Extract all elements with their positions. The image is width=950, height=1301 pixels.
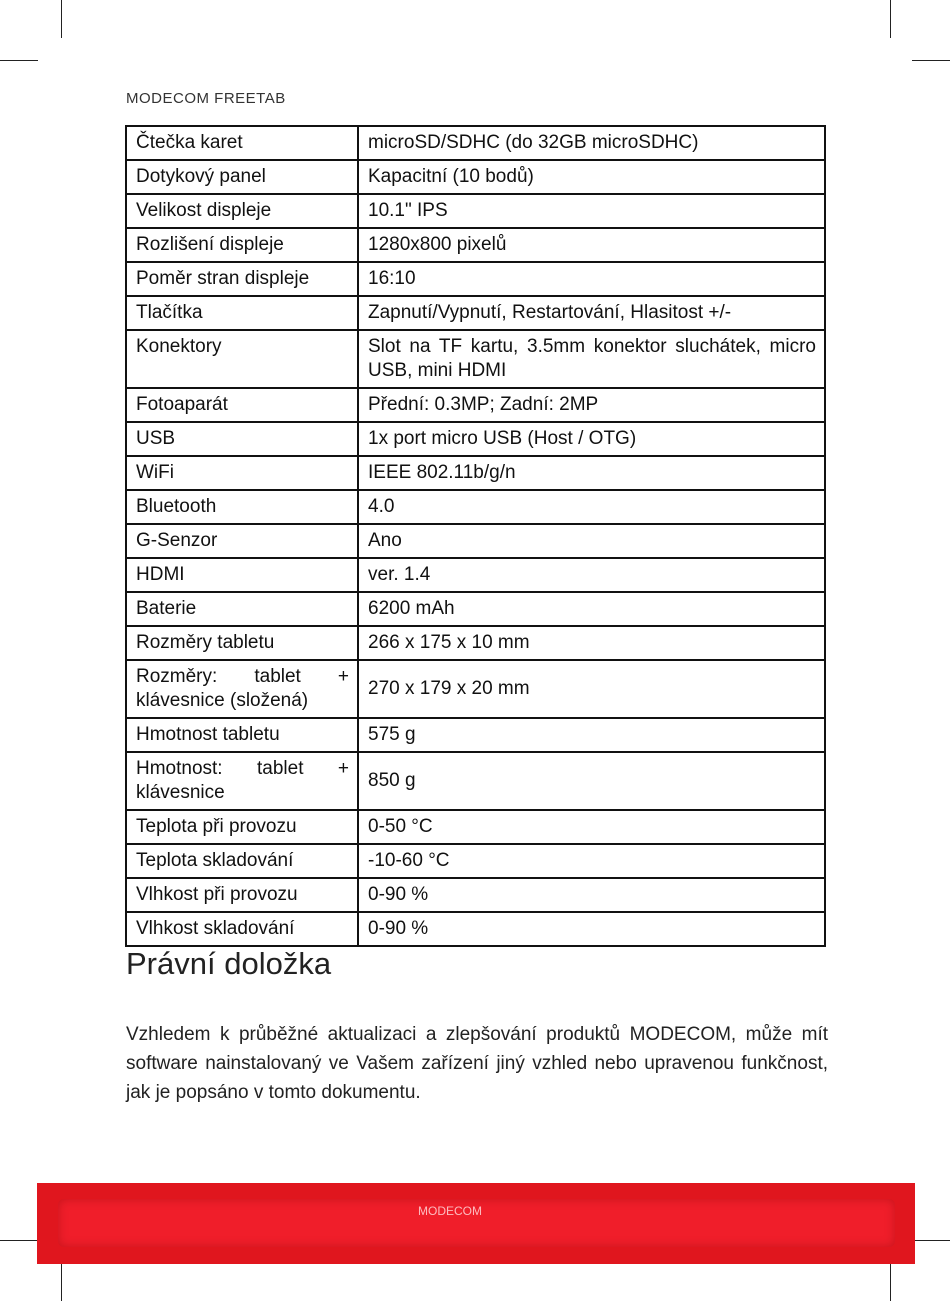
table-row [126, 296, 825, 330]
legal-paragraph: Vzhledem k průběžné aktualizaci a zlepšování produktů MODECOM, může mít software nainstalovaný ve Vašem zařízení jiný vzhled nebo upravenou funkčnost, jak je popsáno v tomto dokumentu. [126, 1024, 828, 1103]
spec-table [125, 125, 826, 947]
spec-label: USB [126, 422, 358, 456]
table-row [126, 878, 825, 912]
table-row [126, 262, 825, 296]
table-row [126, 388, 825, 422]
spec-label: Vlhkost skladování [126, 912, 358, 946]
spec-value: 575 g [358, 718, 825, 752]
spec-label: Hmotnost: tablet + klávesnice [126, 752, 358, 810]
spec-label: HDMI [126, 558, 358, 592]
spec-value: -10-60 °C [358, 844, 825, 878]
crop-mark [890, 1262, 891, 1301]
spec-value: Zapnutí/Vypnutí, Restartování, Hlasitost +/- [358, 296, 825, 330]
table-row [126, 160, 825, 194]
spec-label: Baterie [126, 592, 358, 626]
spec-value: 1280x800 pixelů [358, 228, 825, 262]
spec-label: G-Senzor [126, 524, 358, 558]
spec-label: Rozlišení displeje [126, 228, 358, 262]
spec-value: 0-50 °C [358, 810, 825, 844]
spec-label: Rozměry tabletu [126, 626, 358, 660]
table-row [126, 752, 825, 810]
crop-mark [0, 60, 38, 61]
table-row [126, 660, 825, 718]
crop-mark [61, 1262, 62, 1301]
crop-mark [912, 1240, 950, 1241]
spec-label: Velikost displeje [126, 194, 358, 228]
spec-label: WiFi [126, 456, 358, 490]
spec-label: Dotykový panel [126, 160, 358, 194]
table-row [126, 810, 825, 844]
spec-value: Přední: 0.3MP; Zadní: 2MP [358, 388, 825, 422]
table-row [126, 194, 825, 228]
table-row [126, 490, 825, 524]
spec-value: 270 x 179 x 20 mm [358, 660, 825, 718]
spec-value: 6200 mAh [358, 592, 825, 626]
spec-label: Tlačítka [126, 296, 358, 330]
table-row [126, 456, 825, 490]
table-row [126, 126, 825, 160]
spec-value: Slot na TF kartu, 3.5mm konektor sluchátek, micro USB, mini HDMI [358, 330, 825, 388]
spec-label: Čtečka karet [126, 126, 358, 160]
footer-logo: MODECOM [418, 1204, 482, 1218]
spec-value: 0-90 % [358, 912, 825, 946]
crop-mark [61, 0, 62, 38]
spec-value: Kapacitní (10 bodů) [358, 160, 825, 194]
table-row [126, 422, 825, 456]
table-row [126, 228, 825, 262]
spec-value: ver. 1.4 [358, 558, 825, 592]
page-header: MODECOM FREETAB [126, 90, 286, 107]
table-row [126, 592, 825, 626]
table-row [126, 524, 825, 558]
spec-value: 1x port micro USB (Host / OTG) [358, 422, 825, 456]
spec-value: IEEE 802.11b/g/n [358, 456, 825, 490]
crop-mark [0, 1240, 38, 1241]
spec-value: 10.1" IPS [358, 194, 825, 228]
table-row [126, 912, 825, 946]
spec-value: Ano [358, 524, 825, 558]
spec-label: Vlhkost při provozu [126, 878, 358, 912]
spec-label: Fotoaparát [126, 388, 358, 422]
spec-value: 16:10 [358, 262, 825, 296]
table-row [126, 718, 825, 752]
spec-label: Bluetooth [126, 490, 358, 524]
spec-label: Poměr stran displeje [126, 262, 358, 296]
table-row [126, 626, 825, 660]
spec-value: 4.0 [358, 490, 825, 524]
spec-value: 850 g [358, 752, 825, 810]
table-row [126, 330, 825, 388]
crop-mark [890, 0, 891, 38]
spec-value: microSD/SDHC (do 32GB microSDHC) [358, 126, 825, 160]
spec-value: 266 x 175 x 10 mm [358, 626, 825, 660]
legal-title: Právní doložka [126, 946, 332, 981]
spec-label: Teplota skladování [126, 844, 358, 878]
spec-label: Hmotnost tabletu [126, 718, 358, 752]
spec-label: Rozměry: tablet + klávesnice (složená) [126, 660, 358, 718]
table-row [126, 844, 825, 878]
table-row [126, 558, 825, 592]
crop-mark [912, 60, 950, 61]
spec-label: Teplota při provozu [126, 810, 358, 844]
spec-label: Konektory [126, 330, 358, 388]
spec-value: 0-90 % [358, 878, 825, 912]
